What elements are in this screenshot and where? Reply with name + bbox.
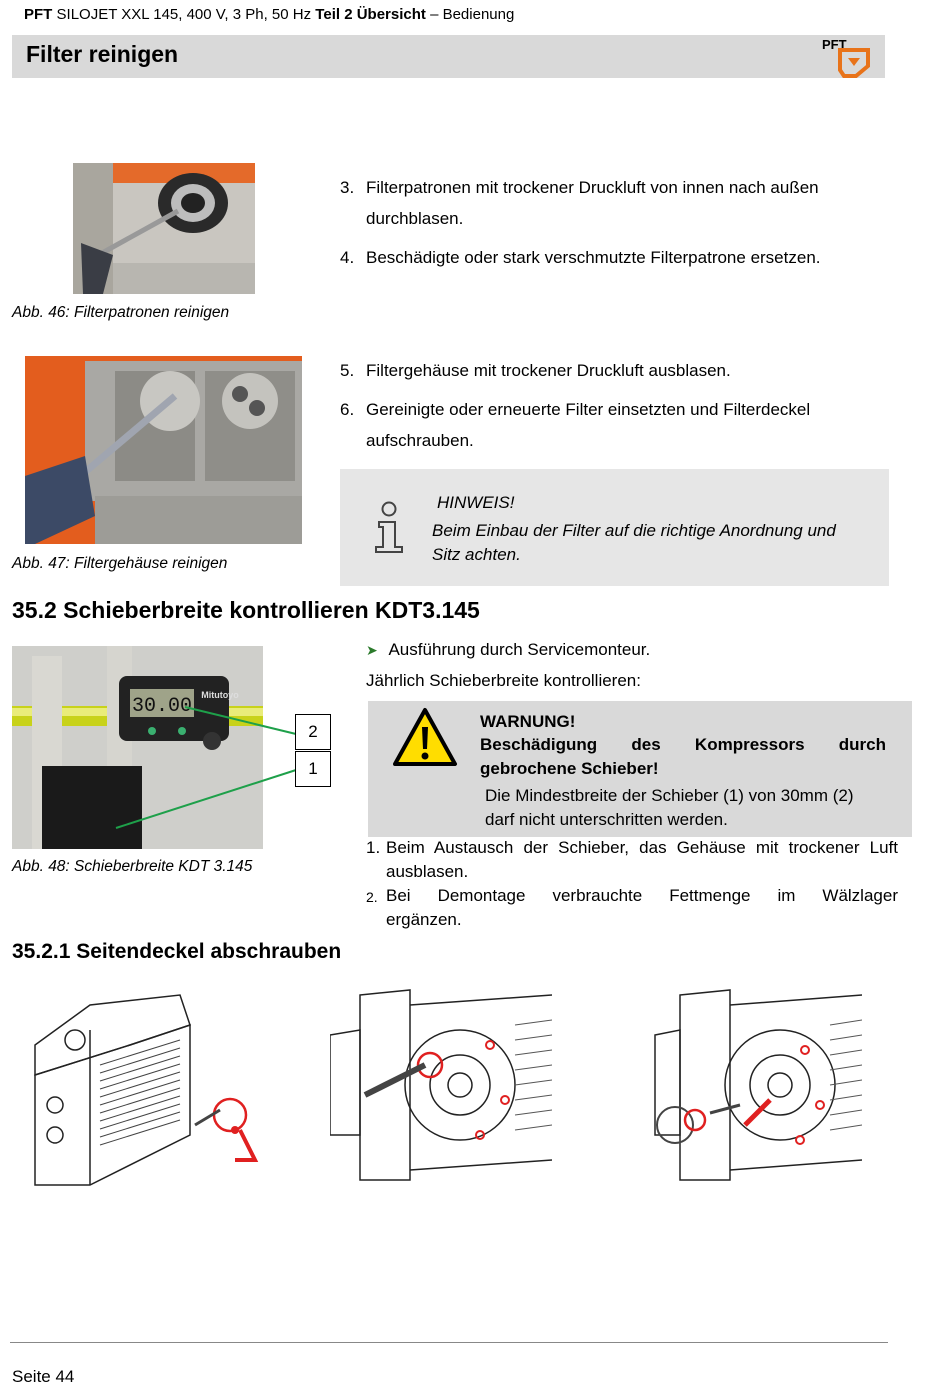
header-brand: PFT bbox=[24, 6, 53, 23]
figure-caption-46: Abb. 46: Filterpatronen reinigen bbox=[12, 304, 230, 321]
filter-housing-photo bbox=[25, 356, 302, 544]
header-dash: – bbox=[430, 6, 439, 23]
step-text-2-cont: ergänzen. bbox=[386, 910, 462, 929]
header-part: Teil 2 Übersicht bbox=[315, 6, 426, 23]
footer-divider bbox=[10, 1342, 888, 1343]
warning-body-1: Die Mindestbreite der Schieber (1) von 30mm (2) bbox=[485, 786, 854, 805]
filter-cartridge-photo bbox=[73, 163, 255, 294]
callout-label-1: 1 bbox=[295, 751, 331, 787]
warning-line-1: Beschädigung des Kompressors durch bbox=[480, 735, 886, 754]
side-cover-drawing-2 bbox=[330, 985, 552, 1187]
bullet-item bbox=[366, 640, 650, 660]
section-heading-35-2-1: 35.2.1 Seitendeckel abschrauben bbox=[12, 940, 342, 963]
section-heading-35-2: 35.2 Schieberbreite kontrollieren KDT3.145 bbox=[12, 597, 480, 623]
callout-lines bbox=[0, 640, 320, 850]
step-number: 5. bbox=[340, 361, 355, 380]
warning-title: WARNUNG! bbox=[480, 712, 576, 731]
arrow-bullet-icon: ➤ bbox=[366, 642, 378, 658]
caliper-brand: Mitutoyo bbox=[201, 690, 239, 700]
step-3 bbox=[340, 172, 860, 234]
yearly-check-text: Jährlich Schieberbreite kontrollieren: bbox=[366, 671, 641, 690]
step-text-1: Beim Austausch der Schieber, das Gehäuse mit trockener Luft bbox=[386, 838, 898, 857]
step-text-cont: durchblasen. bbox=[366, 209, 464, 228]
page-header bbox=[24, 6, 514, 23]
step-5 bbox=[340, 355, 860, 386]
logo-text: PFT bbox=[822, 37, 847, 52]
side-cover-drawing-3 bbox=[640, 985, 862, 1187]
step-text-2: Bei Demontage verbrauchte Fettmenge im Wälzlager bbox=[386, 886, 898, 905]
step-text: Filterpatronen mit trockener Druckluft von innen nach außen bbox=[366, 178, 819, 197]
step-number-1: 1. bbox=[366, 838, 381, 857]
page-number: Seite 44 bbox=[12, 1367, 75, 1386]
header-product: SILOJET XXL 145, 400 V, 3 Ph, 50 Hz bbox=[56, 6, 312, 23]
side-cover-drawing-1 bbox=[30, 985, 265, 1195]
note-line-1: Beim Einbau der Filter auf die richtige Anordnung und bbox=[432, 521, 836, 540]
step-text: Gereinigte oder erneuerte Filter einsetzten und Filterdeckel bbox=[366, 400, 811, 419]
callout-label-2: 2 bbox=[295, 714, 331, 750]
step-text: Beschädigte oder stark verschmutzte Filterpatrone ersetzen. bbox=[366, 248, 821, 267]
figure-caption-47: Abb. 47: Filtergehäuse reinigen bbox=[12, 555, 228, 572]
note-title: HINWEIS! bbox=[437, 493, 515, 512]
step-text-1-cont: ausblasen. bbox=[386, 862, 469, 881]
caliper-display: 30.00 bbox=[131, 695, 193, 718]
warning-triangle-icon bbox=[392, 707, 458, 767]
warning-line-2: gebrochene Schieber! bbox=[480, 759, 659, 778]
bullet-text: Ausführung durch Servicemonteur. bbox=[388, 640, 651, 659]
step-6 bbox=[340, 394, 860, 456]
step-number-2: 2. bbox=[366, 889, 378, 905]
step-text: Filtergehäuse mit trockener Druckluft ausblasen. bbox=[366, 361, 731, 380]
step-text-cont: aufschrauben. bbox=[366, 431, 474, 450]
info-icon bbox=[370, 500, 406, 554]
step-number: 6. bbox=[340, 400, 355, 419]
figure-caption-48: Abb. 48: Schieberbreite KDT 3.145 bbox=[12, 858, 253, 875]
step-number: 4. bbox=[340, 248, 355, 267]
step-number: 3. bbox=[340, 178, 355, 197]
note-line-2: Sitz achten. bbox=[432, 545, 521, 564]
header-section: Bedienung bbox=[442, 6, 515, 23]
warning-body-2: darf nicht unterschritten werden. bbox=[485, 810, 728, 829]
pft-logo bbox=[818, 36, 874, 78]
page-title: Filter reinigen bbox=[26, 41, 179, 67]
step-4 bbox=[340, 242, 860, 273]
